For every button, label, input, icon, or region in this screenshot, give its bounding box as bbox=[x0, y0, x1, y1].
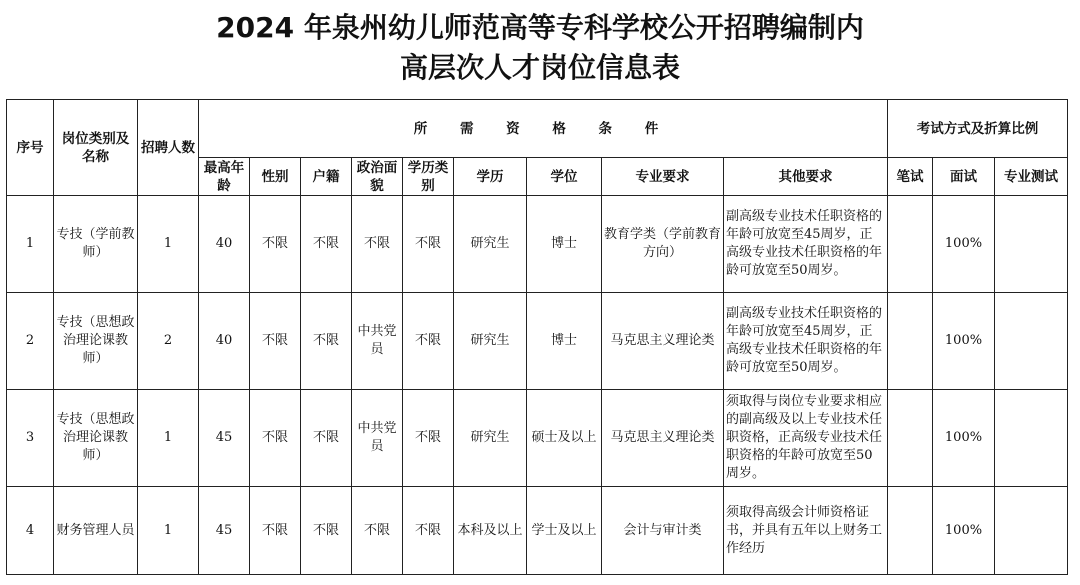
cell-max-age: 40 bbox=[199, 293, 250, 390]
cell-gender: 不限 bbox=[250, 487, 301, 575]
cell-major: 教育学类（学前教育方向） bbox=[602, 196, 724, 293]
header-exam: 考试方式及折算比例 bbox=[888, 100, 1068, 158]
cell-seq: 2 bbox=[7, 293, 54, 390]
header-education: 学历 bbox=[454, 158, 527, 196]
cell-gender: 不限 bbox=[250, 196, 301, 293]
header-seq: 序号 bbox=[7, 100, 54, 196]
cell-political: 不限 bbox=[352, 487, 403, 575]
cell-max-age: 45 bbox=[199, 390, 250, 487]
cell-hukou: 不限 bbox=[301, 293, 352, 390]
cell-written bbox=[888, 487, 933, 575]
positions-table bbox=[6, 99, 1068, 575]
cell-other: 副高级专业技术任职资格的年龄可放宽至45周岁，正高级专业技术任职资格的年龄可放宽至50周岁。 bbox=[724, 196, 888, 293]
cell-interview: 100% bbox=[933, 293, 995, 390]
cell-education: 研究生 bbox=[454, 293, 527, 390]
header-written: 笔试 bbox=[888, 158, 933, 196]
cell-gender: 不限 bbox=[250, 293, 301, 390]
cell-major: 马克思主义理论类 bbox=[602, 293, 724, 390]
cell-other: 须取得高级会计师资格证书，并具有五年以上财务工作经历 bbox=[724, 487, 888, 575]
cell-professional-test bbox=[995, 390, 1068, 487]
cell-hukou: 不限 bbox=[301, 487, 352, 575]
cell-edu-type: 不限 bbox=[403, 487, 454, 575]
header-position: 岗位类别及名称 bbox=[54, 100, 138, 196]
header-edu-type: 学历类别 bbox=[403, 158, 454, 196]
header-major: 专业要求 bbox=[602, 158, 724, 196]
cell-count: 1 bbox=[138, 487, 199, 575]
header-count: 招聘人数 bbox=[138, 100, 199, 196]
cell-gender: 不限 bbox=[250, 390, 301, 487]
cell-degree: 博士 bbox=[527, 196, 602, 293]
cell-position: 专技（思想政治理论课教师） bbox=[54, 390, 138, 487]
cell-written bbox=[888, 390, 933, 487]
cell-seq: 1 bbox=[7, 196, 54, 293]
cell-edu-type: 不限 bbox=[403, 293, 454, 390]
page-title bbox=[0, 8, 1080, 88]
cell-interview: 100% bbox=[933, 390, 995, 487]
header-hukou: 户籍 bbox=[301, 158, 352, 196]
cell-count: 2 bbox=[138, 293, 199, 390]
header-conditions: 所 需 资 格 条 件 bbox=[199, 100, 888, 158]
table-row bbox=[7, 196, 1068, 293]
cell-degree: 硕士及以上 bbox=[527, 390, 602, 487]
cell-count: 1 bbox=[138, 390, 199, 487]
cell-position: 专技（思想政治理论课教师） bbox=[54, 293, 138, 390]
header-gender: 性别 bbox=[250, 158, 301, 196]
cell-political: 不限 bbox=[352, 196, 403, 293]
cell-other: 副高级专业技术任职资格的年龄可放宽至45周岁，正高级专业技术任职资格的年龄可放宽至50周岁。 bbox=[724, 293, 888, 390]
cell-degree: 学士及以上 bbox=[527, 487, 602, 575]
header-political: 政治面貌 bbox=[352, 158, 403, 196]
cell-max-age: 40 bbox=[199, 196, 250, 293]
cell-hukou: 不限 bbox=[301, 196, 352, 293]
header-degree: 学位 bbox=[527, 158, 602, 196]
cell-count: 1 bbox=[138, 196, 199, 293]
table-row bbox=[7, 487, 1068, 575]
cell-major: 会计与审计类 bbox=[602, 487, 724, 575]
cell-professional-test bbox=[995, 196, 1068, 293]
cell-hukou: 不限 bbox=[301, 390, 352, 487]
table-row bbox=[7, 390, 1068, 487]
cell-major: 马克思主义理论类 bbox=[602, 390, 724, 487]
cell-written bbox=[888, 293, 933, 390]
cell-political: 中共党员 bbox=[352, 390, 403, 487]
cell-written bbox=[888, 196, 933, 293]
header-max-age: 最高年龄 bbox=[199, 158, 250, 196]
cell-other: 须取得与岗位专业要求相应的副高级及以上专业技术任职资格，正高级专业技术任职资格的年龄可放宽至50周岁。 bbox=[724, 390, 888, 487]
title-line-2: 高层次人才岗位信息表 bbox=[399, 51, 680, 84]
cell-edu-type: 不限 bbox=[403, 390, 454, 487]
cell-position: 财务管理人员 bbox=[54, 487, 138, 575]
cell-position: 专技（学前教师） bbox=[54, 196, 138, 293]
cell-degree: 博士 bbox=[527, 293, 602, 390]
cell-political: 中共党员 bbox=[352, 293, 403, 390]
header-professional-test: 专业测试 bbox=[995, 158, 1068, 196]
cell-education: 研究生 bbox=[454, 196, 527, 293]
cell-education: 本科及以上 bbox=[454, 487, 527, 575]
cell-interview: 100% bbox=[933, 487, 995, 575]
header-interview: 面试 bbox=[933, 158, 995, 196]
header-other: 其他要求 bbox=[724, 158, 888, 196]
cell-seq: 4 bbox=[7, 487, 54, 575]
cell-interview: 100% bbox=[933, 196, 995, 293]
title-line-1: 2024 年泉州幼儿师范高等专科学校公开招聘编制内 bbox=[216, 11, 864, 44]
cell-seq: 3 bbox=[7, 390, 54, 487]
cell-max-age: 45 bbox=[199, 487, 250, 575]
table-row bbox=[7, 293, 1068, 390]
cell-edu-type: 不限 bbox=[403, 196, 454, 293]
cell-education: 研究生 bbox=[454, 390, 527, 487]
cell-professional-test bbox=[995, 487, 1068, 575]
cell-professional-test bbox=[995, 293, 1068, 390]
